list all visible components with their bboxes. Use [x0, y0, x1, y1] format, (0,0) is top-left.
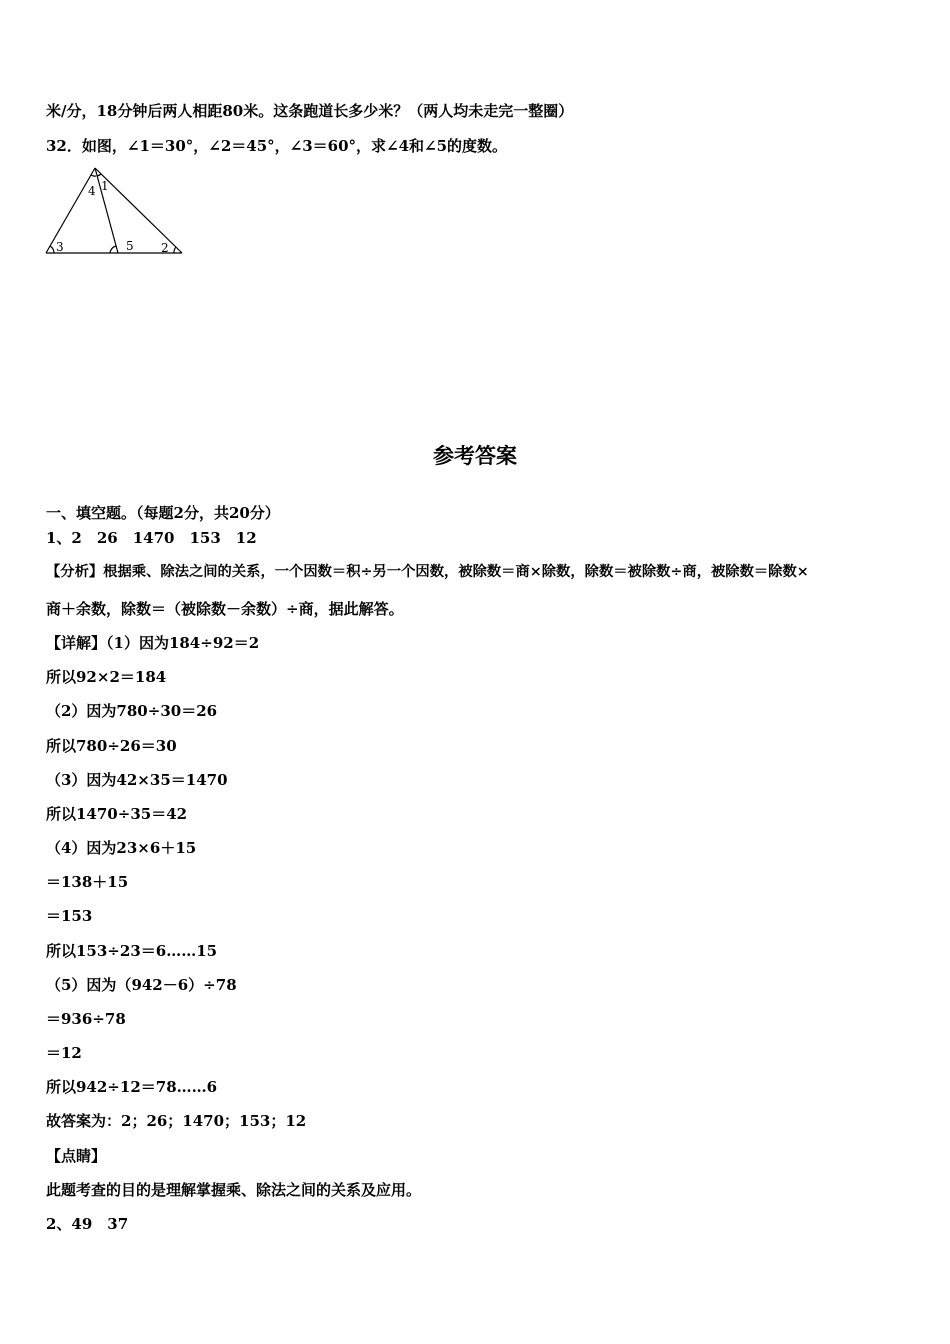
detail-line: ＝138＋15 [46, 873, 129, 891]
comment-heading: 【点睛】 [46, 1147, 107, 1165]
detail-line: 所以780÷26＝30 [46, 737, 177, 755]
angle-label-3: 3 [56, 240, 64, 254]
angle-label-1: 1 [101, 179, 109, 193]
angle-arc-2 [174, 247, 176, 253]
answer-2: 2、49 37 [46, 1215, 129, 1233]
detail-line: （2）因为780÷30＝26 [46, 702, 218, 720]
angle-label-5: 5 [126, 239, 134, 253]
detail-line: （5）因为（942－6）÷78 [46, 976, 237, 994]
detail-line: 所以92×2＝184 [46, 668, 167, 686]
angle-arc-1 [97, 174, 101, 176]
triangle-side-left [46, 168, 95, 253]
detail-line: ＝153 [46, 907, 93, 925]
detail-line: 所以1470÷35＝42 [46, 805, 188, 823]
angle-arc-4 [91, 175, 96, 176]
analysis-line-2: 商＋余数，除数＝（被除数－余数）÷商，据此解答。 [46, 600, 404, 618]
answer-title: 参考答案 [433, 444, 517, 468]
detail-line: 所以153÷23＝6……15 [46, 942, 218, 960]
question-32: 32．如图，∠1＝30°，∠2＝45°，∠3＝60°，求∠4和∠5的度数。 [46, 137, 508, 155]
detail-line: 【详解】（1）因为184÷92＝2 [46, 634, 260, 652]
detail-line: ＝12 [46, 1044, 82, 1062]
detail-line: 所以942÷12＝78……6 [46, 1078, 218, 1096]
analysis-line-1: 【分析】根据乘、除法之间的关系，一个因数＝积÷另一个因数，被除数＝商×除数，除数＝被除数÷商，被除数＝除数× [46, 564, 809, 580]
angle-arc-5 [110, 246, 116, 253]
final-answer-line: 故答案为：2；26；1470；153；12 [46, 1112, 307, 1130]
question-31-tail: 米/分，18分钟后两人相距80米。这条跑道长多少米？（两人均未走完一整圈） [46, 102, 574, 120]
answer-1: 1、2 26 1470 153 12 [46, 529, 257, 547]
detail-line: （4）因为23×6＋15 [46, 839, 197, 857]
angle-label-4: 4 [88, 184, 96, 198]
comment-line: 此题考查的目的是理解掌握乘、除法之间的关系及应用。 [46, 1181, 422, 1199]
angle-label-2: 2 [161, 241, 169, 255]
detail-line: （3）因为42×35＝1470 [46, 771, 228, 789]
section-heading: 一、填空题。（每题2分，共20分） [46, 504, 280, 522]
angle-arc-3 [50, 246, 54, 253]
triangle-figure [40, 160, 190, 260]
detail-line: ＝936÷78 [46, 1010, 126, 1028]
